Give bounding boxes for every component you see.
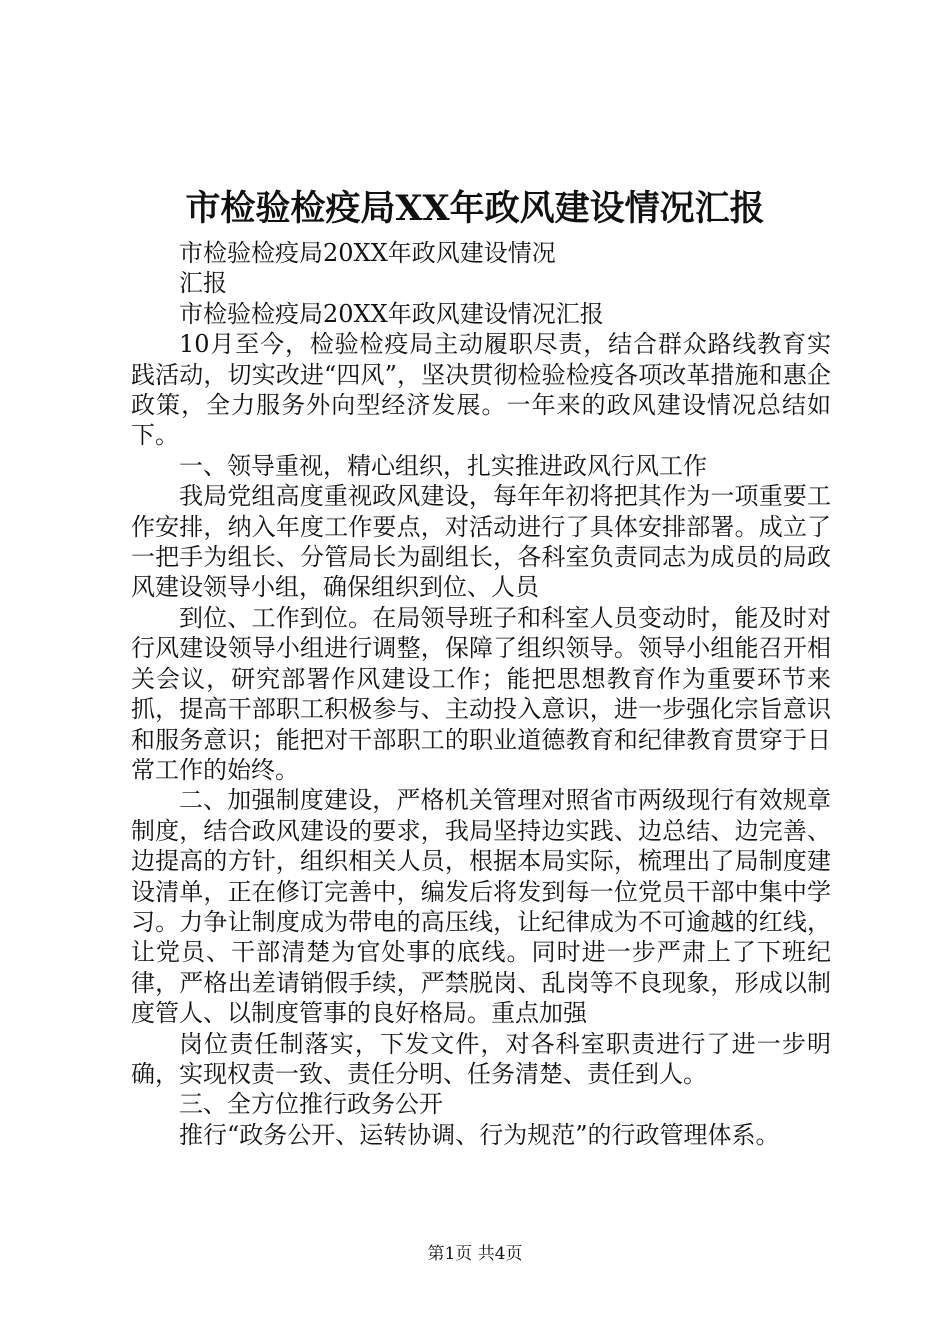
paragraph: 二、加强制度建设，严格机关管理对照省市两级现行有效规章制度，结合政风建设的要求，我局坚持边实践、边总结、边完善、边提高的方针，组织相关人员，根据本局实际，梳理出了局制度建设清单，正在修订完善中，编发后将发到每一位党员干部中集中学习。力争让制度成为带电的高压线，让纪律成为不可逾越的红线，让党员、干部清楚为官处事的底线。同时进一步严肃上了下班纪律，严格出差请销假手续，严禁脱岗、乱岗等不良现象，形成以制度管人、以制度管事的良好格局。重点加强: [131, 786, 831, 1028]
paragraph: 到位、工作到位。在局领导班子和科室人员变动时，能及时对行风建设领导小组进行调整，保障了组织领导。领导小组能召开相关会议，研究部署作风建设工作；能把思想教育作为重要环节来抓，提高干部职工积极参与、主动投入意识，进一步强化宗旨意识和服务意识；能把对干部职工的职业道德教育和纪律教育贯穿于日常工作的始终。: [131, 603, 831, 784]
paragraph: 市检验检疫局20XX年政风建设情况: [179, 239, 556, 267]
document-title: 市检验检疫局XX年政风建设情况汇报: [185, 188, 765, 229]
section-heading: 三、全方位推行政务公开: [179, 1090, 443, 1119]
paragraph: 市检验检疫局20XX年政风建设情况汇报: [179, 299, 604, 328]
document-body: [131, 238, 831, 1150]
section-heading: 一、领导重视，精心组织，扎实推进政风行风工作: [179, 451, 707, 480]
paragraph: 10月至今，检验检疫局主动履职尽责，结合群众路线教育实践活动，切实改进“四风”，坚决贯彻检验检疫各项改革措施和惠企政策，全力服务外向型经济发展。一年来的政风建设情况总结如下。: [131, 330, 831, 450]
paragraph: 推行“政务公开、运转协调、行为规范”的行政管理体系。: [179, 1120, 780, 1149]
paragraph: 我局党组高度重视政风建设，每年年初将把其作为一项重要工作安排，纳入年度工作要点，对活动进行了具体安排部署。成立了一把手为组长、分管局长为副组长，各科室负责同志为成员的局政风建设领导小组，确保组织到位、人员: [131, 482, 831, 602]
paragraph: 岗位责任制落实，下发文件，对各科室职责进行了进一步明确，实现权责一致、责任分明、任务清楚、责任到人。: [131, 1029, 831, 1088]
page-footer: 第1页 共4页: [427, 1244, 523, 1264]
paragraph: 汇报: [179, 269, 227, 298]
